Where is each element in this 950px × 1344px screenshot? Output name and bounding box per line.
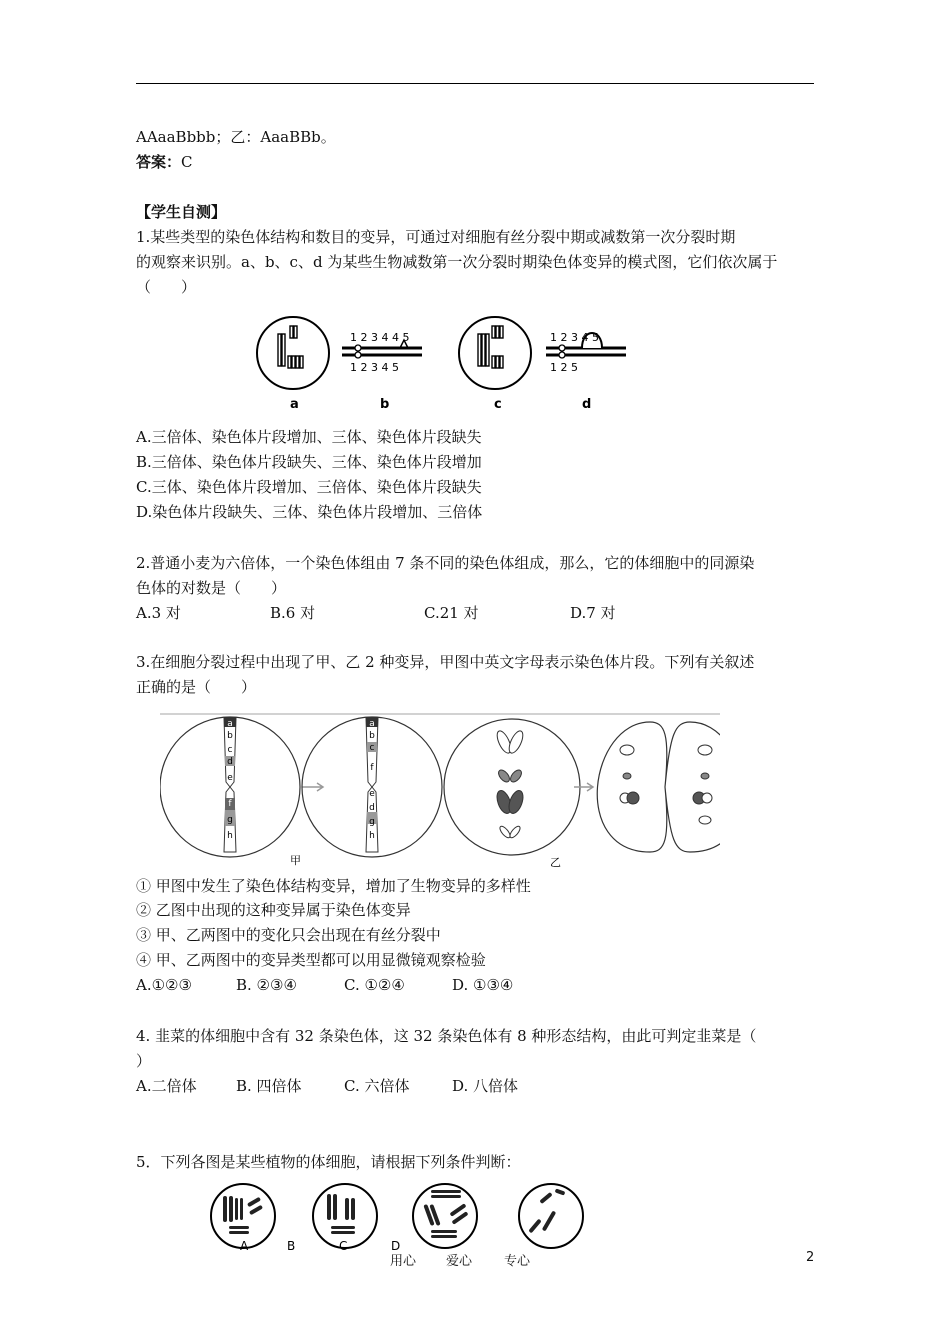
q1-line3: （ ）	[136, 278, 197, 296]
q1-line2: 的观察来识别。a、b、c、d 为某些生物减数第一次分裂时期染色体变异的模式图，它们依次属于	[136, 253, 778, 271]
q2-option-c: C.21 对	[424, 604, 479, 622]
q1-label-a: a	[290, 397, 299, 412]
arrow-icon	[302, 783, 323, 791]
q2-option-d: D.7 对	[570, 604, 616, 622]
svg-text:h: h	[227, 831, 233, 841]
svg-text:e: e	[369, 789, 375, 799]
q5-cell-d	[519, 1184, 583, 1248]
svg-text:d: d	[227, 757, 233, 767]
q5-figure	[205, 1180, 595, 1250]
q3-label-yi: 乙	[550, 856, 561, 867]
q4-option-c: C. 六倍体	[344, 1077, 410, 1095]
q5-label-b: B	[287, 1239, 296, 1250]
intro-line: AAaaBbbb；乙：AaaBBb。	[136, 128, 336, 146]
answer-value: C	[181, 153, 193, 171]
svg-text:e: e	[227, 773, 233, 783]
q3-option-c: C. ①②④	[344, 976, 405, 994]
q2-option-b: B.6 对	[270, 604, 316, 622]
q1-label-d: d	[582, 397, 592, 412]
arrow-icon	[574, 783, 593, 791]
q1-option-b: B.三倍体、染色体片段缺失、三体、染色体片段增加	[136, 453, 482, 471]
svg-text:b: b	[227, 731, 233, 741]
q2-line2: 色体的对数是（ ）	[136, 579, 287, 597]
q1-figure	[250, 310, 650, 415]
page-number: 2	[806, 1250, 815, 1265]
q5-label-a: A	[240, 1239, 249, 1250]
q3-statement-1: ① 甲图中发生了染色体结构变异，增加了生物变异的多样性	[136, 877, 531, 895]
q1-b-bottom-labels: 1 2 3 4 5	[350, 361, 399, 374]
q1-d-bottom-labels: 1 2 5	[550, 361, 578, 374]
svg-text:a: a	[369, 719, 375, 729]
q2-line1: 2.普通小麦为六倍体，一个染色体组由 7 条不同的染色体组成，那么，它的体细胞中的同源染	[136, 554, 755, 572]
q3-cell-4	[597, 722, 720, 852]
q4-line2: ）	[136, 1052, 152, 1070]
q3-option-b: B. ②③④	[236, 976, 297, 994]
q4-option-a: A.二倍体	[136, 1077, 197, 1095]
q1-cell-c	[459, 317, 531, 389]
q1-option-c: C.三体、染色体片段增加、三倍体、染色体片段缺失	[136, 478, 482, 496]
answer-line	[136, 152, 193, 172]
q1-option-a: A.三倍体、染色体片段增加、三体、染色体片段缺失	[136, 428, 482, 446]
q4-option-b: B. 四倍体	[236, 1077, 302, 1095]
q3-daughter-chromosomes	[620, 745, 712, 824]
footer-motto-2: 爱心	[446, 1254, 473, 1269]
svg-text:d: d	[369, 803, 375, 813]
svg-text:f: f	[228, 799, 232, 809]
section-title: 【学生自测】	[136, 203, 227, 221]
q3-statement-3: ③ 甲、乙两图中的变化只会出现在有丝分裂中	[136, 926, 441, 944]
header-rule	[136, 83, 814, 84]
q5-label-c: C	[339, 1239, 348, 1250]
q1-label-c: c	[494, 397, 502, 412]
q4-option-d: D. 八倍体	[452, 1077, 519, 1095]
q5-line1: 5．下列各图是某些植物的体细胞，请根据下列条件判断：	[136, 1153, 521, 1171]
q3-line2: 正确的是（ ）	[136, 678, 257, 696]
q3-chromosome-right	[366, 718, 378, 852]
svg-text:g: g	[227, 815, 233, 825]
svg-text:g: g	[369, 817, 375, 827]
q1-label-b: b	[380, 397, 390, 412]
q1-d-top-labels: 1 2 3 4 5	[550, 331, 599, 344]
svg-text:b: b	[369, 731, 375, 741]
svg-text:c: c	[369, 743, 375, 753]
q3-statement-2: ② 乙图中出现的这种变异属于染色体变异	[136, 901, 411, 919]
svg-text:a: a	[227, 719, 233, 729]
svg-text:f: f	[370, 763, 374, 773]
q3-option-a: A.①②③	[136, 976, 192, 994]
footer-motto-3: 专心	[504, 1254, 531, 1269]
answer-label: 答案：	[136, 153, 182, 171]
q4-line1: 4. 韭菜的体细胞中含有 32 条染色体，这 32 条染色体有 8 种形态结构，由此可判定韭菜是（	[136, 1027, 757, 1045]
q2-option-a: A.3 对	[136, 604, 181, 622]
q1-b-top-labels: 1 2 3 4 4 5	[350, 331, 410, 344]
q1-option-d: D.染色体片段缺失、三体、染色体片段增加、三倍体	[136, 503, 483, 521]
q3-figure	[160, 712, 720, 867]
q3-chromosome-group	[494, 729, 525, 839]
footer-motto-1: 用心	[390, 1254, 417, 1269]
q3-label-jia: 甲	[290, 854, 301, 867]
svg-text:h: h	[369, 831, 375, 841]
q3-statement-4: ④ 甲、乙两图中的变异类型都可以用显微镜观察检验	[136, 951, 486, 969]
q1-cell-a	[257, 317, 329, 389]
q1-line1: 1.某些类型的染色体结构和数目的变异，可通过对细胞有丝分裂中期或减数第一次分裂时期	[136, 228, 736, 246]
q5-cell-c	[413, 1184, 477, 1248]
q3-chromosome-left	[224, 718, 236, 852]
svg-text:c: c	[227, 745, 233, 755]
q3-option-d: D. ①③④	[452, 976, 514, 994]
q3-line1: 3.在细胞分裂过程中出现了甲、乙 2 种变异，甲图中英文字母表示染色体片段。下列有关叙述	[136, 653, 755, 671]
q5-label-d: D	[391, 1239, 401, 1250]
